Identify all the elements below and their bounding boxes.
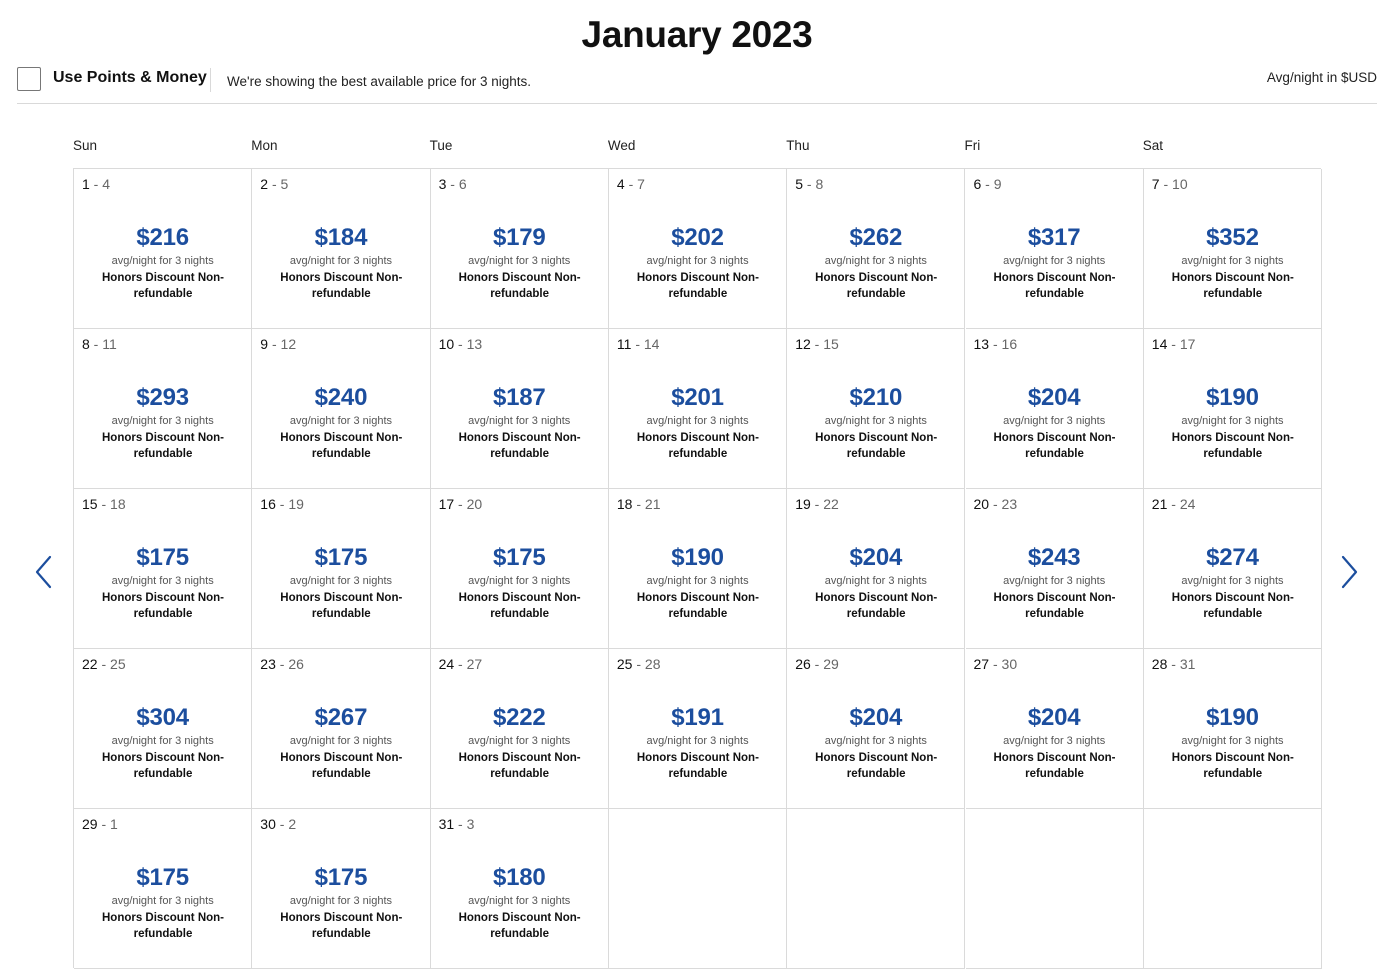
previous-month-button[interactable]: [31, 553, 57, 591]
calendar-day-cell[interactable]: [74, 329, 252, 489]
rate-name: Honors Discount Non-refundable: [636, 432, 759, 460]
rate-name: Honors Discount Non-refundable: [636, 272, 759, 300]
stay-date-range: [974, 496, 1018, 512]
avg-night-note: avg/night for 3 nights: [646, 415, 749, 427]
nightly-price: $274: [1206, 544, 1259, 571]
rate-name: Honors Discount Non-refundable: [815, 432, 938, 460]
check-in-day: 28: [1151, 656, 1168, 672]
check-out-day: 25: [110, 656, 126, 672]
calendar-day-cell[interactable]: [609, 329, 787, 489]
range-separator: -: [89, 336, 103, 352]
nightly-price: $190: [671, 544, 724, 571]
avg-night-note: avg/night for 3 nights: [824, 415, 927, 427]
calendar-day-cell[interactable]: [431, 169, 609, 329]
currency-note: Avg/night in $USD: [1266, 70, 1377, 85]
rate-name: Honors Discount Non-refundable: [280, 592, 403, 620]
range-separator: -: [275, 496, 289, 512]
stay-date-range: [260, 176, 288, 192]
stay-date-range: [1152, 336, 1196, 352]
check-in-day: 30: [260, 816, 276, 832]
rate-name: Honors Discount Non-refundable: [280, 272, 403, 300]
avg-night-note: avg/night for 3 nights: [289, 895, 392, 907]
stay-date-range: [795, 496, 839, 512]
nightly-price: $191: [671, 704, 724, 731]
avg-night-note: avg/night for 3 nights: [468, 415, 571, 427]
calendar-day-cell[interactable]: [74, 169, 252, 329]
check-in-day: 18: [616, 496, 633, 512]
weekday-label: Fri: [964, 138, 981, 153]
calendar-day-cell[interactable]: [252, 169, 430, 329]
rate-name: Honors Discount Non-refundable: [458, 272, 581, 300]
chevron-right-icon: [1336, 553, 1362, 591]
weekday-label: Sun: [73, 138, 98, 153]
nightly-price: $204: [1027, 384, 1081, 411]
check-out-day: 5: [280, 176, 289, 192]
rate-name: Honors Discount Non-refundable: [993, 272, 1116, 300]
check-out-day: 23: [1001, 496, 1018, 512]
nightly-price: $317: [1027, 224, 1081, 251]
nightly-price: $179: [492, 224, 546, 251]
check-in-day: 4: [616, 176, 625, 192]
check-out-day: 14: [643, 336, 660, 352]
avg-night-note: avg/night for 3 nights: [111, 255, 214, 267]
nightly-price: $204: [849, 544, 903, 571]
nightly-price: $240: [314, 384, 368, 411]
avg-night-note: avg/night for 3 nights: [1181, 255, 1284, 267]
check-in-day: 22: [82, 656, 98, 672]
stay-date-range: [617, 496, 661, 512]
check-in-day: 14: [1151, 336, 1168, 352]
best-price-note: We're showing the best available price for 3 nights.: [227, 74, 531, 89]
calendar-day-cell[interactable]: [252, 809, 430, 969]
check-in-day: 15: [82, 496, 98, 512]
nightly-price: $352: [1206, 224, 1259, 251]
toolbar-divider: [210, 68, 211, 92]
rate-name: Honors Discount Non-refundable: [458, 592, 581, 620]
check-out-day: 6: [458, 176, 467, 192]
stay-date-range: [1152, 656, 1196, 672]
avg-night-note: avg/night for 3 nights: [111, 895, 214, 907]
stay-date-range: [82, 336, 117, 352]
nightly-price: $202: [671, 224, 724, 251]
rate-name: Honors Discount Non-refundable: [458, 432, 581, 460]
range-separator: -: [989, 496, 1002, 512]
calendar-day-cell[interactable]: [431, 809, 609, 969]
nightly-price: $180: [492, 864, 546, 891]
nightly-price: $175: [314, 864, 368, 891]
rate-name: Honors Discount Non-refundable: [101, 912, 225, 940]
calendar-day-cell[interactable]: [74, 649, 252, 809]
avg-night-note: avg/night for 3 nights: [1181, 575, 1284, 587]
rate-name: Honors Discount Non-refundable: [458, 912, 581, 940]
calendar-day-cell[interactable]: [1144, 329, 1322, 489]
calendar-day-cell[interactable]: [1144, 649, 1322, 809]
check-in-day: 26: [795, 656, 811, 672]
avg-night-note: avg/night for 3 nights: [468, 895, 571, 907]
calendar-day-cell[interactable]: [252, 489, 430, 649]
check-out-day: 10: [1172, 176, 1188, 192]
rate-name: Honors Discount Non-refundable: [1171, 592, 1294, 620]
empty-day-cell: [1144, 809, 1322, 969]
stay-date-range: [82, 496, 126, 512]
range-separator: -: [1167, 656, 1180, 672]
range-separator: -: [97, 816, 111, 832]
rate-name: Honors Discount Non-refundable: [636, 592, 759, 620]
stay-date-range: [260, 656, 304, 672]
weekday-label: Wed: [607, 138, 636, 153]
rate-name: Honors Discount Non-refundable: [280, 432, 403, 460]
check-in-day: 11: [616, 336, 632, 352]
check-out-day: 30: [1001, 656, 1018, 672]
nightly-price: $293: [136, 384, 189, 411]
rate-name: Honors Discount Non-refundable: [815, 272, 938, 300]
range-separator: -: [275, 656, 289, 672]
check-in-day: 13: [973, 336, 990, 352]
avg-night-note: avg/night for 3 nights: [468, 575, 571, 587]
check-out-day: 17: [1179, 336, 1196, 352]
range-separator: -: [454, 496, 467, 512]
calendar-day-cell[interactable]: [431, 329, 609, 489]
nightly-price: $210: [849, 384, 903, 411]
avg-night-note: avg/night for 3 nights: [646, 575, 749, 587]
calendar-day-cell[interactable]: [431, 649, 609, 809]
stay-date-range: [260, 336, 296, 352]
calendar-grid: [73, 168, 1321, 968]
stay-date-range: [795, 176, 823, 192]
check-in-day: 19: [795, 496, 811, 512]
check-out-day: 3: [466, 816, 475, 832]
avg-night-note: avg/night for 3 nights: [111, 575, 214, 587]
toolbar: [17, 60, 1377, 104]
range-separator: -: [97, 496, 111, 512]
calendar-day-cell[interactable]: [1144, 489, 1322, 649]
nightly-price: $267: [314, 704, 368, 731]
check-in-day: 5: [795, 176, 803, 192]
stay-date-range: [439, 336, 483, 352]
calendar-day-cell[interactable]: [74, 809, 252, 969]
check-in-day: 24: [438, 656, 455, 672]
check-in-day: 20: [973, 496, 990, 512]
stay-date-range: [439, 176, 467, 192]
check-out-day: 20: [466, 496, 483, 512]
avg-night-note: avg/night for 3 nights: [1181, 415, 1284, 427]
range-separator: -: [989, 656, 1002, 672]
range-separator: -: [268, 336, 281, 352]
calendar-day-cell[interactable]: [609, 489, 787, 649]
range-separator: -: [631, 336, 644, 352]
range-separator: -: [275, 816, 289, 832]
check-out-day: 22: [823, 496, 839, 512]
avg-night-note: avg/night for 3 nights: [1003, 255, 1106, 267]
weekday-label: Thu: [786, 138, 810, 153]
avg-night-note: avg/night for 3 nights: [646, 735, 749, 747]
weekday-label: Tue: [429, 138, 453, 153]
next-month-button[interactable]: [1336, 553, 1362, 591]
check-in-day: 7: [1151, 176, 1160, 192]
nightly-price: $201: [671, 384, 724, 411]
check-out-day: 9: [993, 176, 1002, 192]
check-out-day: 16: [1001, 336, 1018, 352]
avg-night-note: avg/night for 3 nights: [1003, 735, 1106, 747]
nightly-price: $187: [492, 384, 546, 411]
rate-name: Honors Discount Non-refundable: [101, 432, 225, 460]
range-separator: -: [624, 176, 638, 192]
range-separator: -: [810, 496, 824, 512]
rate-name: Honors Discount Non-refundable: [993, 432, 1116, 460]
check-out-day: 2: [288, 816, 297, 832]
range-separator: -: [1167, 496, 1180, 512]
use-points-label[interactable]: Use Points & Money: [53, 69, 207, 86]
nightly-price: $222: [492, 704, 546, 731]
check-out-day: 31: [1179, 656, 1196, 672]
range-separator: -: [802, 176, 816, 192]
stay-date-range: [82, 176, 110, 192]
avg-night-note: avg/night for 3 nights: [468, 735, 571, 747]
range-separator: -: [454, 336, 467, 352]
check-in-day: 12: [795, 336, 811, 352]
check-out-day: 26: [288, 656, 304, 672]
avg-night-note: avg/night for 3 nights: [289, 735, 392, 747]
check-in-day: 21: [1151, 496, 1168, 512]
check-out-day: 29: [823, 656, 839, 672]
stay-date-range: [82, 656, 126, 672]
nightly-price: $204: [1027, 704, 1081, 731]
range-separator: -: [810, 656, 824, 672]
calendar-day-cell[interactable]: [787, 489, 965, 649]
check-in-day: 10: [438, 336, 455, 352]
rate-name: Honors Discount Non-refundable: [1171, 752, 1294, 780]
avg-night-note: avg/night for 3 nights: [646, 255, 749, 267]
avg-night-note: avg/night for 3 nights: [824, 735, 927, 747]
stay-date-range: [795, 336, 839, 352]
rate-name: Honors Discount Non-refundable: [101, 272, 225, 300]
range-separator: -: [454, 816, 467, 832]
rate-name: Honors Discount Non-refundable: [101, 592, 225, 620]
check-in-day: 6: [973, 176, 982, 192]
stay-date-range: [439, 656, 483, 672]
calendar-day-cell[interactable]: [966, 489, 1144, 649]
check-out-day: 19: [288, 496, 304, 512]
range-separator: -: [446, 176, 459, 192]
nightly-price: $243: [1027, 544, 1081, 571]
avg-night-note: avg/night for 3 nights: [1003, 575, 1106, 587]
stay-date-range: [617, 176, 645, 192]
nightly-price: $175: [314, 544, 368, 571]
nightly-price: $262: [849, 224, 903, 251]
rate-name: Honors Discount Non-refundable: [1171, 272, 1294, 300]
rate-name: Honors Discount Non-refundable: [993, 592, 1116, 620]
avg-night-note: avg/night for 3 nights: [1181, 735, 1284, 747]
month-title: January 2023: [581, 14, 813, 55]
empty-day-cell: [966, 809, 1144, 969]
empty-day-cell: [787, 809, 965, 969]
check-out-day: 27: [466, 656, 483, 672]
calendar-day-cell[interactable]: [966, 329, 1144, 489]
stay-date-range: [82, 816, 118, 832]
avg-night-note: avg/night for 3 nights: [289, 415, 392, 427]
rate-name: Honors Discount Non-refundable: [815, 752, 938, 780]
rate-name: Honors Discount Non-refundable: [280, 912, 403, 940]
range-separator: -: [989, 336, 1002, 352]
check-out-day: 24: [1179, 496, 1196, 512]
rate-name: Honors Discount Non-refundable: [458, 752, 581, 780]
rate-name: Honors Discount Non-refundable: [1171, 432, 1294, 460]
weekday-label: Mon: [251, 138, 278, 153]
rate-name: Honors Discount Non-refundable: [993, 752, 1116, 780]
check-in-day: 23: [260, 656, 276, 672]
calendar-day-cell[interactable]: [787, 649, 965, 809]
avg-night-note: avg/night for 3 nights: [289, 255, 392, 267]
stay-date-range: [439, 496, 483, 512]
stay-date-range: [1152, 176, 1188, 192]
calendar-day-cell[interactable]: [966, 169, 1144, 329]
calendar-day-cell[interactable]: [787, 169, 965, 329]
check-in-day: 27: [973, 656, 990, 672]
check-in-day: 31: [438, 816, 455, 832]
avg-night-note: avg/night for 3 nights: [1003, 415, 1106, 427]
check-in-day: 3: [438, 176, 447, 192]
calendar-day-cell[interactable]: [609, 649, 787, 809]
nightly-price: $175: [136, 864, 189, 891]
stay-date-range: [1152, 496, 1196, 512]
nightly-price: $175: [136, 544, 189, 571]
rate-name: Honors Discount Non-refundable: [636, 752, 759, 780]
range-separator: -: [89, 176, 103, 192]
nightly-price: $204: [849, 704, 903, 731]
check-out-day: 13: [466, 336, 483, 352]
empty-day-cell: [609, 809, 787, 969]
stay-date-range: [439, 816, 475, 832]
range-separator: -: [454, 656, 467, 672]
weekday-header-row: [73, 138, 1321, 158]
avg-night-note: avg/night for 3 nights: [468, 255, 571, 267]
range-separator: -: [981, 176, 994, 192]
chevron-left-icon: [31, 553, 57, 591]
nightly-price: $216: [136, 224, 189, 251]
avg-night-note: avg/night for 3 nights: [824, 255, 927, 267]
check-out-day: 11: [102, 336, 117, 352]
range-separator: -: [632, 656, 645, 672]
check-in-day: 29: [82, 816, 98, 832]
rate-name: Honors Discount Non-refundable: [280, 752, 403, 780]
nightly-price: $184: [314, 224, 368, 251]
weekday-label: Sat: [1142, 138, 1164, 153]
check-out-day: 4: [102, 176, 111, 192]
rate-name: Honors Discount Non-refundable: [815, 592, 938, 620]
stay-date-range: [617, 336, 660, 352]
check-out-day: 15: [823, 336, 839, 352]
check-in-day: 1: [82, 176, 90, 192]
avg-night-note: avg/night for 3 nights: [111, 735, 214, 747]
use-points-checkbox[interactable]: [17, 67, 41, 91]
calendar-day-cell[interactable]: [252, 329, 430, 489]
check-out-day: 1: [110, 816, 118, 832]
calendar-day-cell[interactable]: [252, 649, 430, 809]
rate-name: Honors Discount Non-refundable: [101, 752, 225, 780]
check-out-day: 7: [637, 176, 645, 192]
check-out-day: 8: [815, 176, 824, 192]
avg-night-note: avg/night for 3 nights: [289, 575, 392, 587]
range-separator: -: [97, 656, 111, 672]
calendar-day-cell[interactable]: [431, 489, 609, 649]
range-separator: -: [632, 496, 645, 512]
stay-date-range: [260, 496, 304, 512]
range-separator: -: [1167, 336, 1180, 352]
check-out-day: 21: [644, 496, 661, 512]
calendar-day-cell[interactable]: [1144, 169, 1322, 329]
check-out-day: 12: [280, 336, 297, 352]
stay-date-range: [974, 656, 1018, 672]
nightly-price: $304: [136, 704, 189, 731]
calendar-day-cell[interactable]: [609, 169, 787, 329]
calendar-day-cell[interactable]: [966, 649, 1144, 809]
check-out-day: 18: [110, 496, 126, 512]
check-in-day: 16: [260, 496, 276, 512]
avg-night-note: avg/night for 3 nights: [111, 415, 214, 427]
stay-date-range: [795, 656, 839, 672]
check-out-day: 28: [644, 656, 661, 672]
stay-date-range: [974, 176, 1002, 192]
nightly-price: $175: [492, 544, 546, 571]
range-separator: -: [810, 336, 824, 352]
calendar-day-cell[interactable]: [74, 489, 252, 649]
check-in-day: 9: [260, 336, 269, 352]
avg-night-note: avg/night for 3 nights: [824, 575, 927, 587]
nightly-price: $190: [1206, 384, 1259, 411]
range-separator: -: [268, 176, 281, 192]
range-separator: -: [1159, 176, 1173, 192]
calendar-day-cell[interactable]: [787, 329, 965, 489]
check-in-day: 8: [82, 336, 90, 352]
stay-date-range: [617, 656, 661, 672]
check-in-day: 17: [438, 496, 455, 512]
check-in-day: 25: [616, 656, 633, 672]
stay-date-range: [974, 336, 1018, 352]
nightly-price: $190: [1206, 704, 1259, 731]
check-in-day: 2: [260, 176, 269, 192]
stay-date-range: [260, 816, 296, 832]
